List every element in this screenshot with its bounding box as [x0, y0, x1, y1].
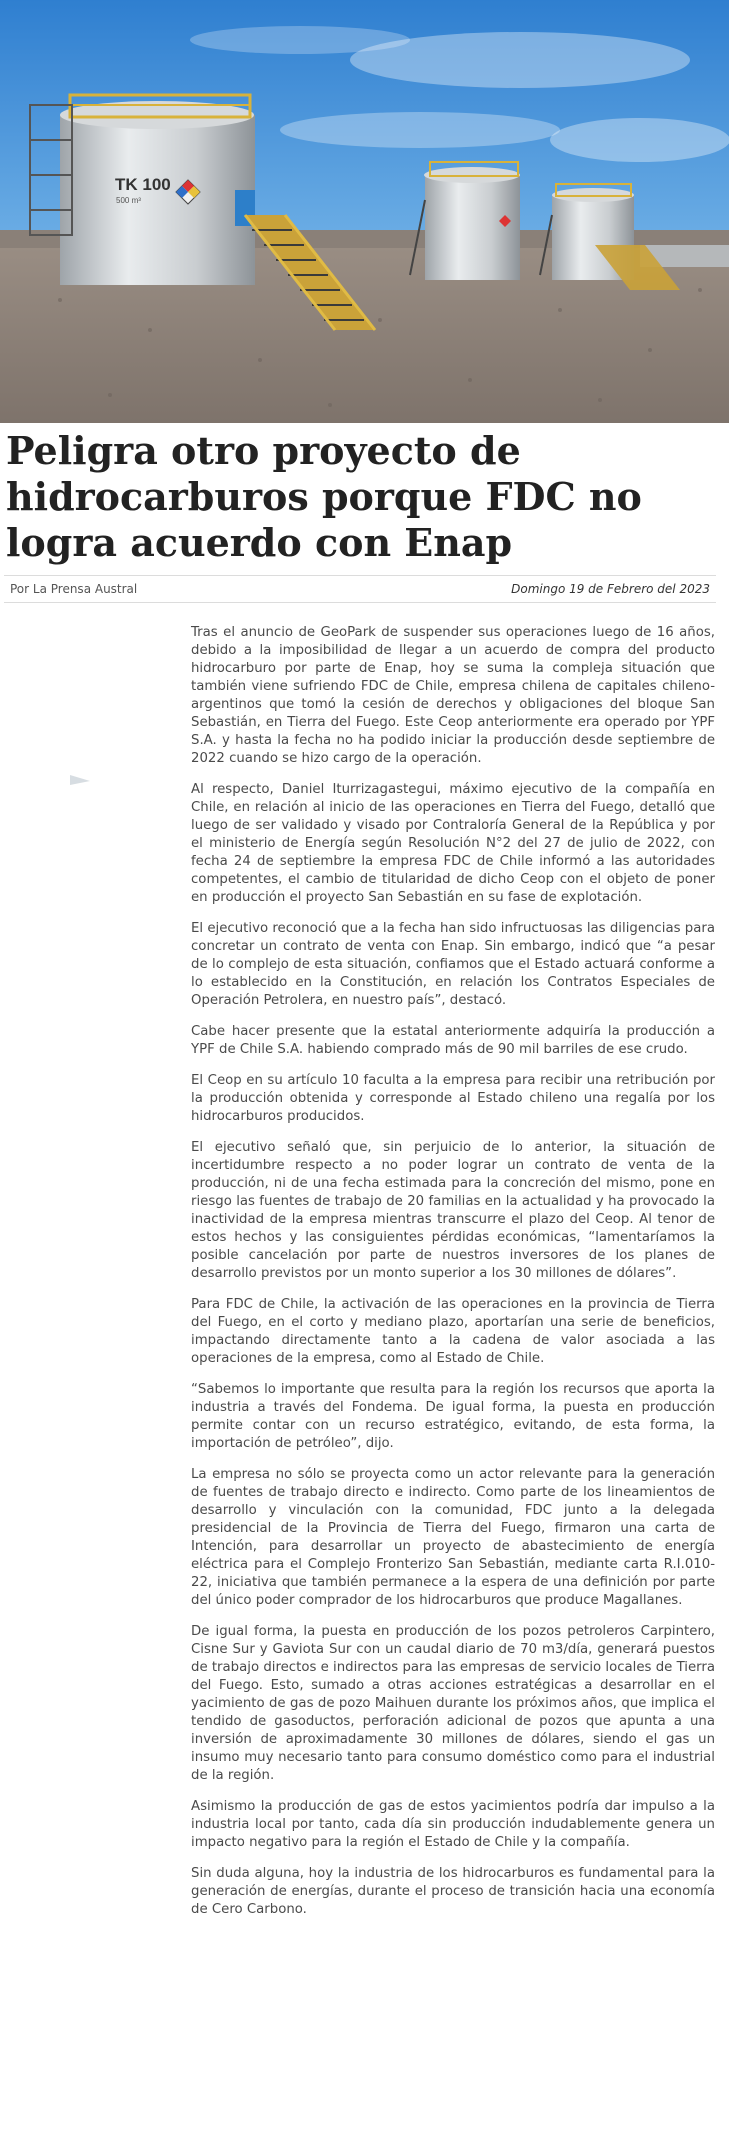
article-date: Domingo 19 de Febrero del 2023 — [511, 582, 710, 596]
article-paragraph: Sin duda alguna, hoy la industria de los hidrocarburos es fundamental para la generación de energías, durante el proceso de transición hacia una economía de Cero Carbono. — [191, 1866, 715, 1917]
article-paragraph: La empresa no sólo se proyecta como un actor relevante para la generación de fuentes de trabajo directo e indirecto. Como parte de los lineamientos de desarrollo y vinculación con la comunidad, FDC junto a la delegada presidencial de la Provincia de Tierra del Fuego, firmaron una carta de Intención, para desarrollar un proyecto de abastecimiento de energía eléctrica para el Complejo Fronterizo San Sebastián, mediante carta R.I.010-22, iniciativa que también permanece a la espera de una definición por parte del único poder comprador de los hidrocarburos que produce Magallanes. — [191, 1467, 715, 1608]
tank-label: TK 100 — [115, 175, 171, 194]
article-paragraph: Tras el anuncio de GeoPark de suspender sus operaciones luego de 16 años, debido a la imposibilidad de llegar a un acuerdo de compra del producto hidrocarburo por parte de Enap, hoy se suma la compleja situación que también viene sufriendo FDC de Chile, empresa chilena de capitales chileno-argentinos que tomó la cesión de derechos y obligaciones del bloque San Sebastián, en Tierra del Fuego. Este Ceop anteriormente era operado por YPF S.A. y hasta la fecha no ha podido iniciar la producción desde septiembre de 2022 cuando se hizo cargo de la operación. — [191, 625, 715, 766]
article-paragraph: El ejecutivo señaló que, sin perjuicio de lo anterior, la situación de incertidumbre respecto a no poder lograr un contrato de venta de la producción, ni de una fecha estimada para la concreción del mismo, pone en riesgo las fuentes de trabajo de 20 familias en la actualidad y ha provocado la inactividad de la empresa mientras transcurre el plazo del Ceop. Al tenor de estos hechos y las consiguientes pérdidas económicas, “lamentaríamos la posible cancelación por parte de nuestros inversores de los planes de desarrollo previstos por un monto superior a los 30 millones de dólares”. — [191, 1140, 715, 1281]
article-paragraph: Para FDC de Chile, la activación de las operaciones en la provincia de Tierra del Fuego, en el corto y mediano plazo, aportarían una serie de beneficios, impactando directamente tanto a la cadena de valor asociada a las operaciones de la empresa, como al Estado de Chile. — [191, 1297, 715, 1366]
article-author: Por La Prensa Austral — [10, 582, 138, 596]
hero-photo — [0, 0, 729, 423]
article-paragraph: El ejecutivo reconoció que a la fecha han sido infructuosas las diligencias para concretar un contrato de venta con Enap. Sin embargo, indicó que “a pesar de lo complejo de esta situación, confiamos que el Estado actuará conforme a lo establecido en la Constitución, en relación los Contratos Especiales de Operación Petrolera, en nuestro país”, destacó. — [191, 921, 715, 1008]
article-paragraph: De igual forma, la puesta en producción de los pozos petroleros Carpintero, Cisne Sur y Gaviota Sur con un caudal diario de 70 m3/día, generará puestos de trabajo directos e indirectos para las empresas de servicio locales de Tierra del Fuego. Esto, sumado a otras acciones estratégicas a desarrollar en el yacimiento de gas de pozo Maihuen durante los próximos años, que implica el tendido de gasoductos, perforación adicional de pozos que apunta a una inversión de aproximadamente 30 millones de dólares, siendo el gas un insumo muy necesario tanto para consumo doméstico como para el industrial de la región. — [191, 1624, 715, 1783]
article-title: Peligra otro proyecto de hidrocarburos porque FDC no logra acuerdo con Enap — [6, 428, 642, 565]
article-paragraph: El Ceop en su artículo 10 faculta a la empresa para recibir una retribución por la producción obtenida y corresponde al Estado chileno una regalía por los hidrocarburos producidos. — [191, 1073, 715, 1124]
article-paragraph: “Sabemos lo importante que resulta para la región los recursos que aporta la industria a través del Fondema. De igual forma, la puesta en producción permite contar con un recurso estratégico, evitando, de esta forma, la importación de petróleo”, dijo. — [191, 1382, 715, 1451]
tank-sublabel: 500 m³ — [116, 196, 141, 205]
article-body — [191, 624, 715, 1932]
article-paragraph: Cabe hacer presente que la estatal anteriormente adquiría la producción a YPF de Chile S.A. habiendo comprado más de 90 mil barriles de ese crudo. — [191, 1024, 715, 1057]
sidebar-marker — [70, 772, 90, 782]
byline-bar — [4, 575, 716, 603]
article-paragraph: Asimismo la producción de gas de estos yacimientos podría dar impulso a la industria local por tanto, cada día sin producción indudablemente genera un impacto negativo para la región el Estado de Chile y la compañía. — [191, 1799, 715, 1850]
article-paragraph: Al respecto, Daniel Iturrizagastegui, máximo ejecutivo de la compañía en Chile, en relación al inicio de las operaciones en Tierra del Fuego, detalló que luego de ser validado y visado por Contraloría General de la República y por el ministerio de Energía según Resolución N°2 del 27 de julio de 2022, con fecha 24 de septiembre la empresa FDC de Chile informó a las autoridades competentes, el cambio de titularidad de dicho Ceop con el objeto de poner en producción el proyecto San Sebastián en su fase de explotación. — [191, 782, 715, 905]
